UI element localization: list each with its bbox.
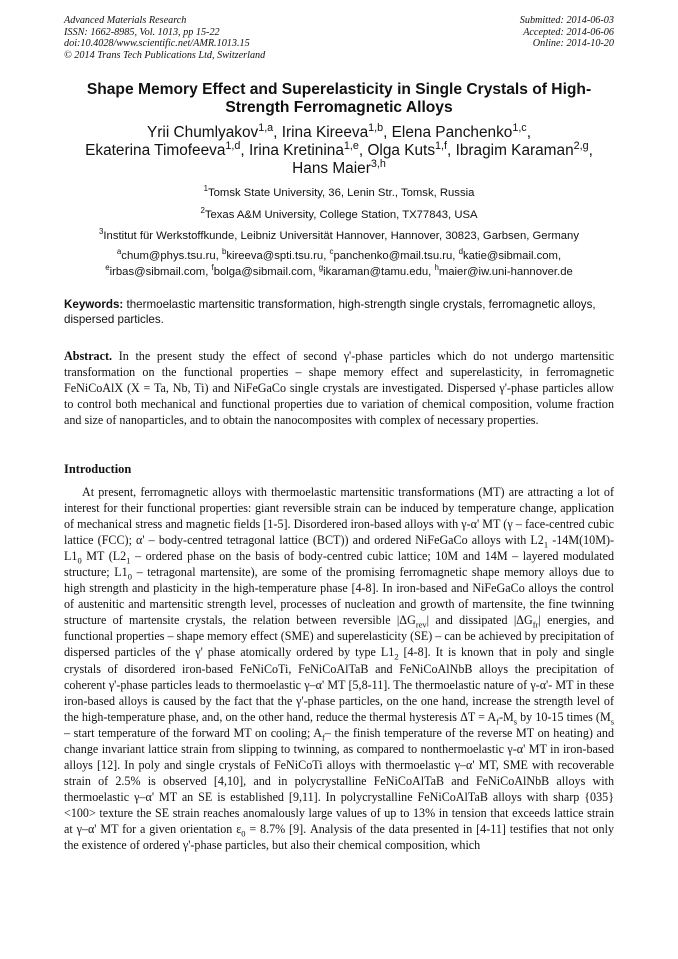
paper-title: Shape Memory Effect and Superelasticity in Single Crystals of High-Strength Ferromagnetic Alloys [86,81,592,116]
email-link[interactable]: $^c$panchenko@mail.tsu.ru [329,247,453,262]
email-link[interactable]: $^b$kireeva@spti.tsu.ru [221,247,324,262]
abstract-label: Abstract. [64,349,113,363]
email-link[interactable]: $^d$katie@sibmail.com [458,247,558,262]
author: Ekaterina Timofeeva$^{1,d}$ [85,140,241,160]
author: Irina Kireeva$^{1,b}$ [281,121,384,141]
journal-doi[interactable]: doi:10.4028/www.scientific.net/AMR.1013.15 [64,38,250,50]
abstract [64,348,614,428]
affiliation: $^1$Tomsk State University, 36, Lenin Str., Tomsk, Russia [203,184,475,199]
email-link[interactable]: $^h$maier@iw.uni-hannover.de [434,262,573,278]
journal-issn: ISSN: 1662-8985, Vol. 1013, pp 15-22 [64,26,220,38]
keywords-label: Keywords: [64,298,124,311]
section-heading: Introduction [64,462,132,476]
affiliation: $^2$Texas A&M University, College Station, TX77843, USA [200,206,478,221]
abstract-text: In the present study the effect of second γ'-phase particles which do not undergo martensitic transformation on the functional properties – shape memory effect and superelasticity, in ferromagnetic FeNiCoAlX (X = Ta, Nb, Ti) and NiFeGaCo single crystals are investigated. Dispersed γ'-phase particles allow to control both mechanical and functional properties due to variation of chemical composition, volume fraction and size of nanoparticles, and to obtain the nanocomposites with complex of necessary properties. [64,349,614,427]
accepted-date: Accepted: 2014-06-06 [523,26,614,38]
journal-copyright: © 2014 Trans Tech Publications Ltd, Switzerland [64,49,266,61]
author-list: Yrii Chumlyakov$^{1,a}$, Irina Kireeva$^{1,b}$, Elena Panchenko$^{1,c}$, Ekaterina Timofeeva$^{1,d}$, Irina Kretinina$^{1,e}$, Olga Kuts$^{1,f}$, Ibragim Karaman$^{2,g}$, Hans Maier$^{3,h}$ [85,121,593,178]
journal-name: Advanced Materials Research [64,15,187,26]
email-link[interactable]: $^g$ikaraman@tamu.edu [318,262,429,278]
author: Elena Panchenko$^{1,c}$ [391,121,527,141]
journal-info [64,15,265,61]
email-link[interactable]: $^e$irbas@sibmail.com [105,262,206,278]
introduction-body: At present, ferromagnetic alloys with thermoelastic martensitic transformations (MT) are attracting a lot of interest for their functional properties: giant reversible strain can be induced by temperature change, application of mechanical stress and magnetic fields [1-5]. Disordered iron-based alloys with γ-α' MT (γ – face-centred cubic lattice (FCC); α' – body-centred tetragonal lattice (BCT)) and ordered NiFeGaCo alloys with $L2_1$ $-14M(10M)-L1_0$ MT ($L2_1$ – ordered phase on the basis of body-centred cubic lattice; 10M and 14M – layered modulated structure; $L1_0$ – tetragonal martensite), are some of the promising ferromagnetic shape memory alloys due to high strength and plasticity in the high-temperature phase [4-8]. In iron-based and NiFeGaCo alloys the control of austenitic and martensitic strength level, processes of nucleation and growth of martensite, the fine twinning structure of martensite crystals, the relation between reversible $|\Delta G_{rev}|$ and dissipated $|\Delta G_{fr}|$ energies, and functional properties – shape memory effect (SME) and superelasticity (SE) – can be achieved by precipitation of dispersed particles of the γ' phase atomically ordered by type $L1_2$ [4-8]. It is known that in poly and single crystals of disordered iron-based FeNiCoTi, FeNiCoAlTaB and FeNiCoAlNbB alloys the precipitation of coherent γ'-phase particles leads to thermoelastic γ–α' MT [5,8-11]. The thermoelastic nature of γ-α'- MT in these iron-based alloys is caused by the fact that the γ'-phase particles, on the one hand, increase the strength level of the high-temperature phase, and, on the other hand, reduce the thermal hysteresis $\Delta T = A_f-M_s$ by 10-15 times ($M_s$ – start temperature of the forward MT on cooling; $A_f-$ the finish temperature of the reverse MT on heating) and change invariant lattice strain from slipping to twinning, as compared to nonthermoelastic γ-α' MT in iron-based alloys [12]. In poly and single crystals of FeNiCoTi alloys with thermoelastic γ–α' MT, SME with recoverable strain of 2.5% is observed [4,10], and in polycrystalline FeNiCoAlTaB and FeNiCoAlNbB alloys with thermoelastic γ–α' MT an SE is established [9,11]. In polycrystalline FeNiCoAlTaB alloys with sharp {035} <100> texture the SE strain reaches anomalously large values of up to 13% in tension that exceeds lattice strain at γ–α' MT for a given orientation $\varepsilon_0 = 8.7\%$ [9]. Analysis of the data presented in [4-11] testifies that not only the existence of ordered γ'-phase particles, but also their chemical composition, which [64,485,615,853]
author: Ibragim Karaman$^{2,g}$ [455,140,589,160]
keywords [64,297,614,327]
submission-dates [520,15,614,50]
affiliation: $^3$Institut für Werkstoffkunde, Leibniz Universität Hannover, Hannover, 30823, Garbsen, Germany [99,227,579,242]
author: Hans Maier$^{3,h}$ [292,158,386,178]
online-date: Online: 2014-10-20 [532,38,614,50]
email-link[interactable]: $^a$chum@phys.tsu.ru [116,247,216,262]
keywords-text: thermoelastic martensitic transformation, high-strength single crystals, ferromagnetic alloys, dispersed particles. [64,298,596,326]
author: Olga Kuts$^{1,f}$ [367,140,448,160]
author: Irina Kretinina$^{1,e}$ [248,140,359,160]
submitted-date: Submitted: 2014-06-03 [519,15,614,26]
author: Yrii Chumlyakov$^{1,a}$ [147,121,274,141]
email-list: $^a$chum@phys.tsu.ru, $^b$kireeva@spti.tsu.ru, $^c$panchenko@mail.tsu.ru, $^d$katie@sibmail.com, $^e$irbas@sibmail.com, $^f$bolga@sibmail.com, $^g$ikaraman@tamu.edu, $^h$maier@iw.uni-hannover.de [105,247,573,278]
email-link[interactable]: $^f$bolga@sibmail.com [211,262,313,278]
